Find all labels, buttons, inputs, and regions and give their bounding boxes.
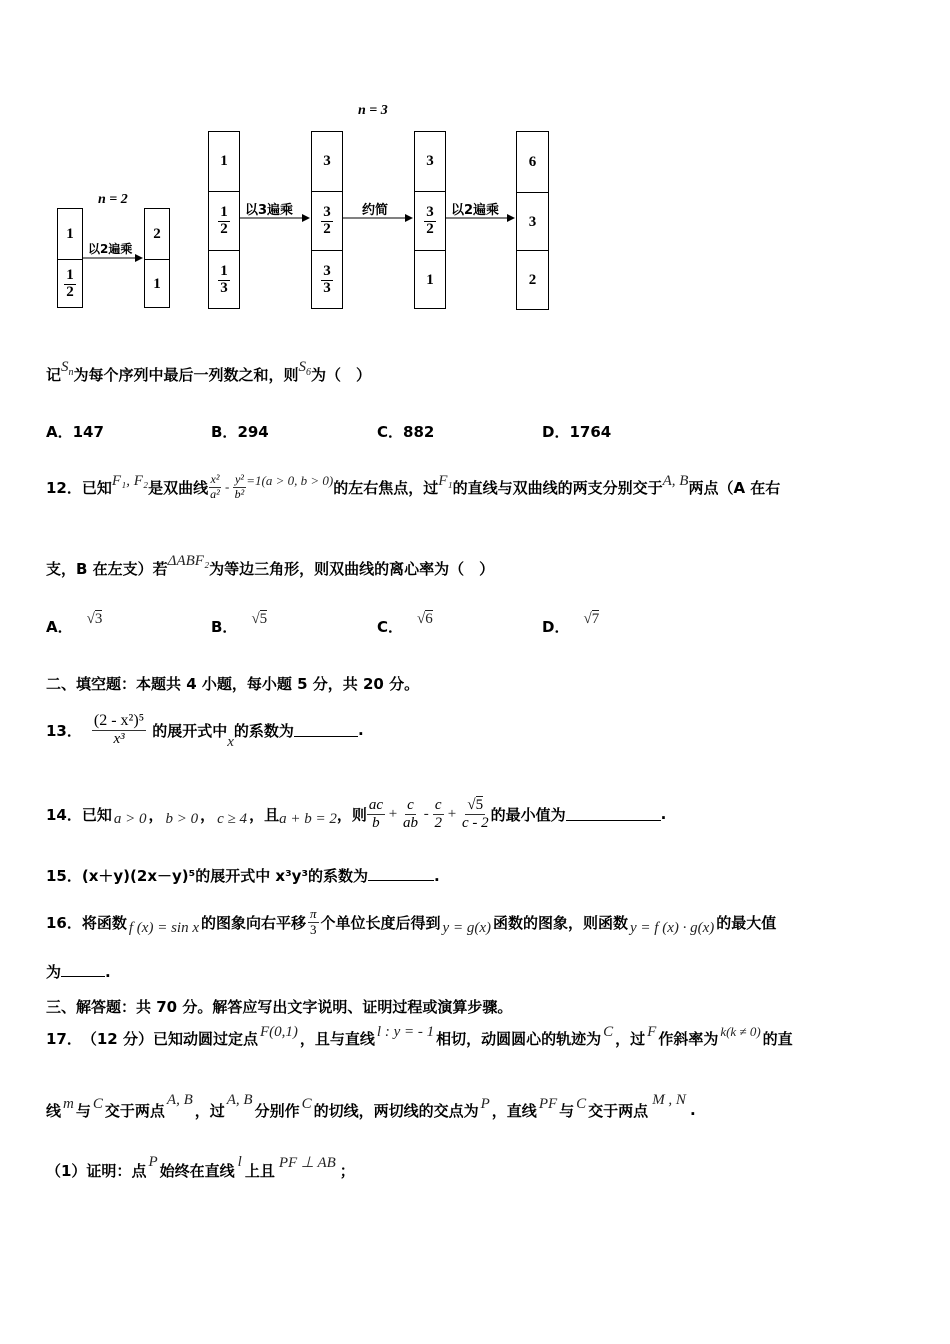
n3-col2-cell-2: $\frac{3}{2}$ [312,191,342,251]
n3-arrow-label-2: 约简 [362,203,389,218]
section-2-heading: 二、填空题：本题共 4 小题，每小题 5 分，共 20 分。 [46,675,420,693]
q17-line-1: 17． （12 分）已知动圆过定点 F(0,1) ，且与直线 l : y = - 1 相切，动圆圆心的轨迹为 C ，过 F 作斜率为 k(k ≠ 0) 的直 [46,1023,793,1048]
q13-expression: (2 - x²)⁵ x³ [93,712,145,748]
q11-option-b[interactable]: B．294 [211,423,269,441]
n3-col1-cell-2: $\frac{1}{2}$ [209,191,239,251]
diagram-arrows [0,0,950,330]
n2-left-cell-1: 1 [66,225,74,242]
q15: 15．(x＋y)(2x－y)⁵的展开式中 x³y³的系数为 . [46,867,440,885]
n3-col4-cell-3: 2 [517,250,548,310]
q14: 14． 已知 a > 0 ， b > 0 ， c ≥ 4 ，且 a + b = 2 ，则 ac b + $\frac{c}{ab}$ - c 2 + $\frac{√5}{c - 2}$ 的最小值为 . [46,797,667,831]
n3-col3-cell-2: $\frac{3}{2}$ [415,191,445,251]
n3-col2-cell-1: 3 [323,153,331,169]
q17-part-1: （1）证明：点 P 始终在直线 l 上且 PF ⊥ AB ； [46,1153,355,1180]
q16-pi-over-3: π 3 [310,906,317,937]
q13: 13． (2 - x²)⁵ x³ 的展开式中 x 的系数为 . [46,712,364,750]
n2-right-cell-1: 2 [153,225,161,242]
q11-option-c[interactable]: C．882 [377,423,435,441]
q11-option-d[interactable]: D．1764 [542,423,612,441]
q16-line-1: 16． 将函数 f (x) = sin x 的图象向右平移 π 3 个单位长度后得到 y = g(x) 函数的图象，则函数 y = f (x) · g(x) 的最大值 [46,906,777,937]
q12-option-b[interactable]: B． √5 [211,611,268,636]
n3-col4-cell-1: 6 [528,153,537,170]
q13-answer-blank[interactable] [294,724,358,737]
n2-title: n = 2 [98,192,128,207]
n3-col2-cell-3: $\frac{3}{3}$ [312,250,342,309]
n3-col1-cell-1: 1 [220,153,228,169]
section-3-heading: 三、解答题：共 70 分。解答应写出文字说明、证明过程或演算步骤。 [46,998,513,1016]
n2-right-cell-2: 1 [145,259,169,309]
q12-line-2: 支，B 在左支）若ΔABF₂为等边三角形，则双曲线的离心率为（ ） [46,553,495,578]
q14-expression: ac b + $\frac{c}{ab}$ - c 2 + $\frac{√5}{c - 2}$ [368,797,489,831]
n2-left-cell-2: $\frac{1}{2}$ [58,259,82,309]
q12-option-c[interactable]: C． √6 [377,611,433,636]
n3-col4-cell-2: 3 [517,192,548,251]
n3-col3-cell-3: 1 [415,250,445,309]
n3-col3-cell-1: 3 [426,153,434,169]
q15-answer-blank[interactable] [368,868,434,881]
q16-answer-blank[interactable] [61,964,105,977]
q12-option-a[interactable]: A． √3 [46,611,103,636]
q12-y2-over-b2: $\frac{\text{y²}}{\text{b²}}$ [234,472,245,501]
n3-arrow-label-1: 以3遍乘 [245,203,294,218]
q17-line-2: 线 m 与 C 交于两点 A, B ，过 A, B 分别作 C 的切线，两切线的交点为 P ，直线 PF 与 C 交于两点 M , N . [46,1091,696,1120]
n3-arrow-label-3: 以2遍乘 [451,203,500,218]
q11-stem: 记$S_n$为每个序列中最后一列数之和，则$S_6$为（ ） [46,359,372,384]
n2-arrow-label: 以2遍乘 [88,242,133,256]
q12-x2-over-a2: x² a² [210,472,220,501]
q12-line-1: 12． 已知 F₁, F₂ 是双曲线 x² a² - $\frac{\text{y²}}{\text{b²}}$ =1(a > 0, b > 0) 的左右焦点，过 F₁ 的直线与双曲线的两支分别交于 A, B 两点（A 在右 [46,472,781,501]
n3-col1-cell-3: $\frac{1}{3}$ [209,250,239,309]
q14-answer-blank[interactable] [566,808,661,821]
q12-option-d[interactable]: D． √7 [542,611,600,636]
q16-line-2: 为 . [46,963,111,981]
q11-option-a[interactable]: A．147 [46,423,104,441]
n3-title: n = 3 [358,103,388,118]
